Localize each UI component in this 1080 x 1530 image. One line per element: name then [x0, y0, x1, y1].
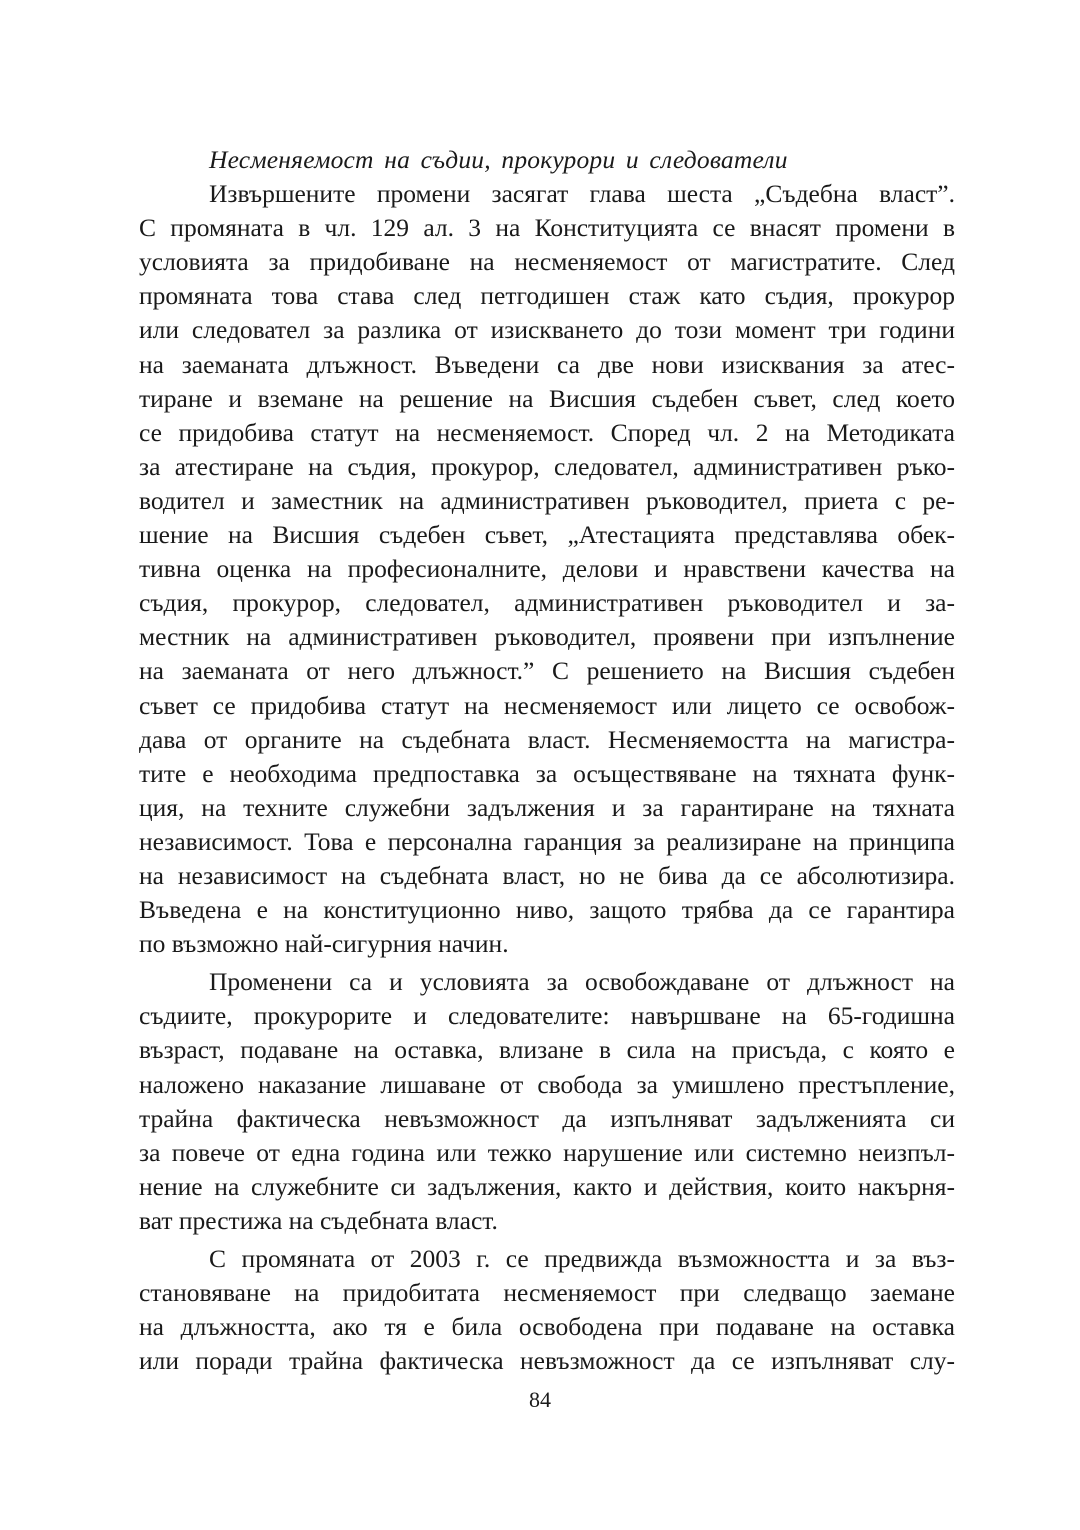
- text-line: на заеманата длъжност. Въведени са две нови изисквания за атес-: [139, 349, 955, 379]
- text-line: Въведена е на конституционно ниво, защото трябва да се гарантира: [139, 895, 955, 925]
- text-line: условията за придобиване на несменяемост от магистратите. След: [139, 247, 955, 277]
- text-line: възраст, подаване на оставка, влизане в сила на присъда, с която е: [139, 1035, 955, 1065]
- text-line: дава от органите на съдебната власт. Несменяемостта на магистра-: [139, 724, 955, 754]
- body-text: [139, 143, 955, 1382]
- text-line: съдия, прокурор, следовател, административен ръководител и за-: [139, 588, 955, 618]
- text-line: промяната това става след петгодишен стаж като съдия, прокурор: [139, 281, 955, 311]
- paragraph: [139, 1242, 955, 1378]
- text-line: или поради трайна фактическа невъзможност да се изпълняват слу-: [139, 1346, 955, 1376]
- text-line: или следовател за разлика от изискването до този момент три години: [139, 315, 955, 345]
- text-line: С промяната от 2003 г. се предвижда възможността и за въз-: [209, 1244, 955, 1273]
- text-line: Променени са и условията за освобождаване от длъжност на: [209, 967, 955, 997]
- paragraphs: [139, 177, 955, 1378]
- text-line: ват престижа на съдебната власт.: [139, 1205, 498, 1235]
- page-number: 84: [529, 1387, 551, 1412]
- paragraph: [139, 177, 955, 961]
- text-line: се придобива статут на несменяемост. Според чл. 2 на Методиката: [139, 417, 955, 447]
- text-line: шение на Висшия съдебен съвет, „Атестацията представлява обек-: [139, 520, 955, 550]
- text-line: на длъжността, ако тя е била освободена при подаване на оставка: [139, 1312, 955, 1342]
- text-line: по възможно най-сигурния начин.: [139, 929, 509, 959]
- paragraph: [139, 965, 955, 1238]
- text-line: съвет се придобива статут на несменяемост или лицето се освобож-: [139, 690, 955, 720]
- text-line: тивна оценка на професионалните, делови и нравствени качества на: [139, 554, 955, 584]
- text-line: трайна фактическа невъзможност да изпълняват задълженията си: [139, 1103, 955, 1133]
- text-line: тите е необходима предпоставка за осъществяване на тяхната функ-: [139, 758, 955, 788]
- text-line: нение на служебните си задължения, както и действия, които накърня-: [139, 1171, 955, 1201]
- text-line: независимост. Това е персонална гаранция за реализиране на принципа: [139, 826, 955, 856]
- text-line: ция, на техните служебни задължения и за гарантиране на тяхната: [139, 792, 955, 822]
- text-line: С промяната в чл. 129 ал. 3 на Конституцията се внасят промени в: [139, 213, 955, 243]
- text-line: на заеманата от него длъжност.” С решението на Висшия съдебен: [139, 656, 955, 686]
- text-line: Извършените промени засягат глава шеста „Съдебна власт”.: [209, 179, 955, 209]
- text-line: за атестиране на съдия, прокурор, следовател, административен ръко-: [139, 451, 955, 481]
- text-line: тиране и вземане на решение на Висшия съдебен съвет, след което: [139, 383, 955, 413]
- text-line: наложено наказание лишаване от свобода за умишлено престъпление,: [139, 1069, 955, 1099]
- text-line: становяване на придобитата несменяемост при следващо заемане: [139, 1278, 955, 1308]
- text-line: за повече от една година или тежко нарушение или системно неизпъл-: [139, 1137, 955, 1167]
- section-heading: Несменяемост на съдии, прокурори и следователи: [209, 145, 788, 174]
- text-line: съдиите, прокурорите и следователите: навършване на 65-годишна: [139, 1001, 955, 1031]
- text-line: местник на административен ръководител, проявени при изпълнение: [139, 622, 955, 652]
- text-line: водител и заместник на административен ръководител, приета с ре-: [139, 485, 955, 515]
- text-line: на независимост на съдебната власт, но не бива да се абсолютизира.: [139, 860, 955, 890]
